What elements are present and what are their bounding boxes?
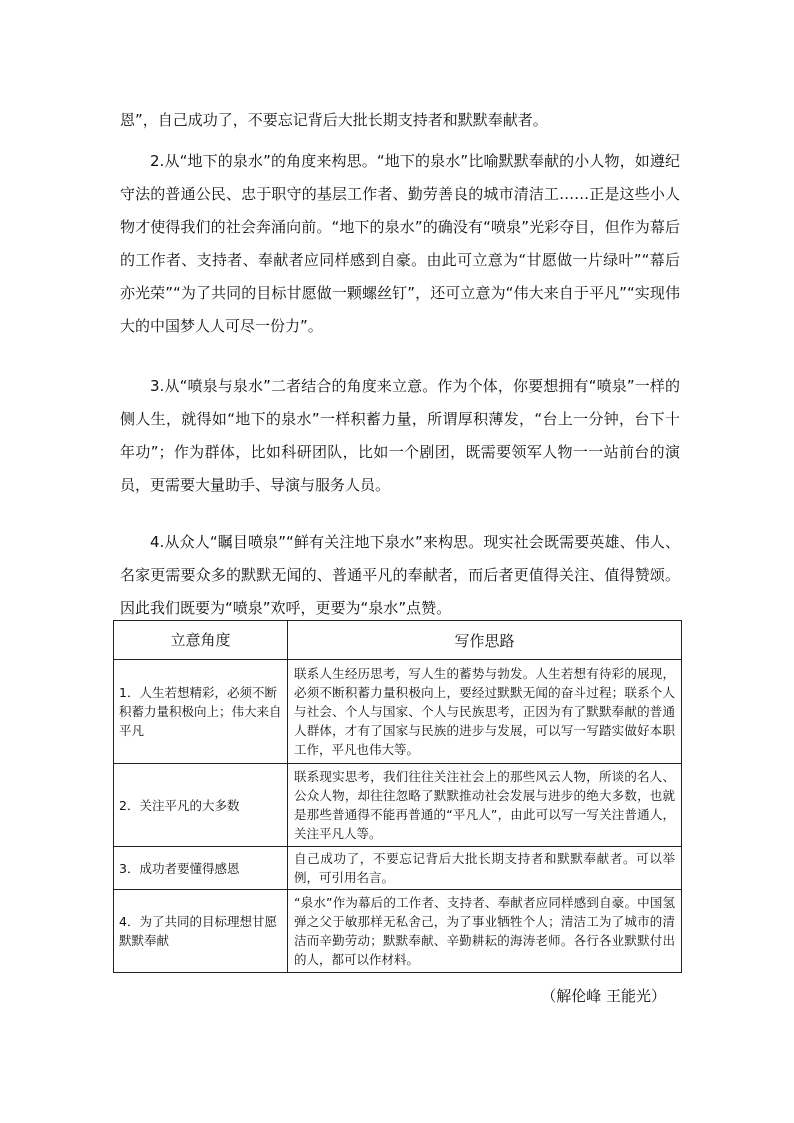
table-row (114, 890, 682, 973)
table-header-angle: 立意角度 (114, 621, 288, 660)
table-cell-angle: 4．为了共同的目标理想甘愿默默奉献 (114, 890, 288, 973)
table-cell-idea: 联系人生经历思考，写人生的蓄势与勃发。人生若想有待彩的展现，必须不断积蓄力量积极向上，要经过默默无闻的奋斗过程；联系个人与社会、个人与国家、个人与民族思考，正因为有了默默奉献的普通人群体，才有了国家与民族的进步与发展，可以写一写踏实做好本职工作，平凡也伟大等。 (288, 660, 682, 764)
paragraph-point-3: 3.从“喷泉与泉水”二者结合的角度来立意。作为个体，你要想拥有“喷泉”一样的侧人生，就得如“地下的泉水”一样积蓄力量，所谓厚积薄发，“台上一分钟，台下十年功”；作为群体，比如科研团队，比如一个剧团，既需要领军人物一一站前台的演员，更需要大量助手、导演与服务人员。 (120, 377, 680, 494)
paragraph-point-4: 4.从众人“瞩目喷泉”“鲜有关注地下泉水”来构思。现实社会既需要英雄、伟人、名家更需要众多的默默无闻的、普通平凡的奉献者，而后者更值得关注、值得赞颂。因此我们既要为“喷泉”欢呼，更要为“泉水”点赞。 (120, 533, 680, 617)
paragraph-continuation: 恩”，自己成功了，不要忘记背后大批长期支持者和默默奉献者。 (120, 111, 548, 129)
table-cell-idea: 自己成功了，不要忘记背后大批长期支持者和默默奉献者。可以举例，可引用名言。 (288, 847, 682, 890)
table-row (114, 847, 682, 890)
table-row (114, 660, 682, 764)
paragraph-point-2: 2.从“地下的泉水”的角度来构思。“地下的泉水”比喻默默奉献的小人物，如遵纪守法的普通公民、忠于职守的基层工作者、勤劳善良的城市清洁工……正是这些小人物才使得我们的社会奔涌向前。“地下的泉水”的确没有“喷泉”光彩夺目，但作为幕后的工作者、支持者、奉献者应同样感到自豪。由此可立意为“甘愿做一片绿叶”“幕后亦光荣”“为了共同的目标甘愿做一颗螺丝钉”，还可立意为“伟大来自于平凡”“实现伟大的中国梦人人可尽一份力”。 (120, 152, 680, 335)
table-cell-angle: 3．成功者要懂得感恩 (114, 847, 288, 890)
table-cell-angle: 1．人生若想精彩，必须不断积蓄力量积极向上；伟大来自平凡 (114, 660, 288, 764)
table-cell-idea: “泉水”作为幕后的工作者、支持者、奉献者应同样感到自豪。中国氢弹之父于敏那样无私舍己，为了事业牺牲个人；清洁工为了城市的清洁而辛勤劳动；默默奉献、辛勤耕耘的海涛老师。各行各业默默付出的人，都可以作材料。 (288, 890, 682, 973)
table-cell-angle: 2．关注平凡的大多数 (114, 764, 288, 847)
table-cell-idea: 联系现实思考，我们往往关注社会上的那些风云人物，所谈的名人、公众人物，却往往忽略了默默推动社会发展与进步的绝大多数，也就是那些普通得不能再普通的“平凡人”，由此可以写一写关注普通人，关注平凡人等。 (288, 764, 682, 847)
table-row (114, 764, 682, 847)
author-credit: （解伦峰 王能光） (541, 987, 666, 1005)
table-header-row (114, 621, 682, 660)
idea-table (113, 620, 682, 973)
table-header-idea: 写作思路 (288, 621, 682, 660)
